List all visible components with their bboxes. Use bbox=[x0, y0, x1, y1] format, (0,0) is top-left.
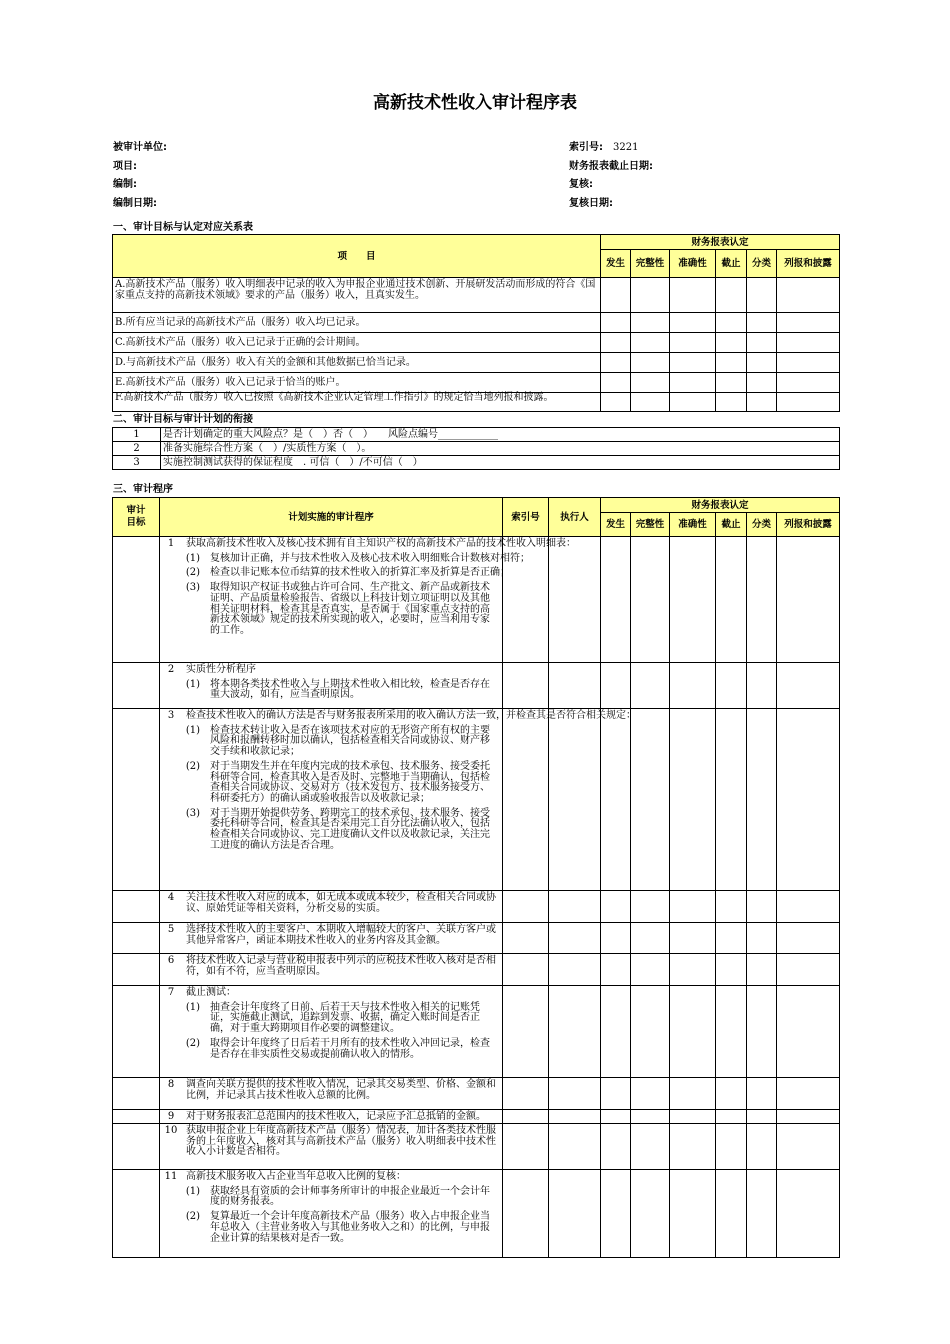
assertion-cell bbox=[601, 891, 631, 923]
assertion-cell bbox=[777, 373, 840, 393]
assertion-cell bbox=[601, 709, 631, 891]
assertion-item: E.高新技术产品（服务）收入已记录于恰当的账户。 bbox=[113, 373, 601, 393]
assertion-cell bbox=[777, 663, 840, 709]
procedure-number: 3 bbox=[167, 710, 175, 721]
assertion-header: 分类 bbox=[747, 250, 777, 278]
procedure-table bbox=[112, 497, 840, 1258]
assertion-cell bbox=[631, 393, 670, 412]
assertion-cell bbox=[631, 353, 670, 373]
sub-step-number: (1) bbox=[185, 1001, 201, 1013]
assertion-cell bbox=[747, 954, 777, 986]
procedure-text: 选择技术性收入的主要客户、本期收入增幅较大的客户、关联方客户或其他异常客户，函证本期技术性收入的业务内容及其金额。 bbox=[186, 924, 496, 946]
procedure-number: 4 bbox=[167, 892, 175, 903]
assertion-cell bbox=[777, 1124, 840, 1170]
goal-cell bbox=[113, 1170, 160, 1258]
assertion-cell bbox=[670, 278, 716, 313]
goal-cell bbox=[113, 923, 160, 954]
assertion-cell bbox=[631, 1124, 670, 1170]
assertion-cell bbox=[716, 333, 747, 353]
assertion-cell bbox=[670, 891, 716, 923]
procedure-header: 计划实施的审计程序 bbox=[160, 498, 503, 537]
assertion-cell bbox=[747, 891, 777, 923]
procedure-text: 调查向关联方提供的技术性收入情况，记录其交易类型、价格、金额和比例，并记录其占技术性收入总额的比例。 bbox=[186, 1079, 496, 1101]
procedure-row bbox=[113, 954, 840, 986]
assertion-cell bbox=[601, 1124, 631, 1170]
goal-cell bbox=[113, 1078, 160, 1110]
procedure-row bbox=[113, 1170, 840, 1258]
procedure-number: 5 bbox=[167, 924, 175, 935]
assertion-row bbox=[113, 373, 840, 393]
assertion-cell bbox=[716, 353, 747, 373]
sub-step-number: (1) bbox=[185, 552, 201, 564]
assertion-cell bbox=[716, 373, 747, 393]
assertion-cell bbox=[747, 1110, 777, 1124]
sub-step-number: (2) bbox=[185, 1211, 201, 1223]
assertion-cell bbox=[670, 663, 716, 709]
procedure-text: 对于财务报表汇总范围内的技术性收入，记录应予汇总抵销的金额。 bbox=[186, 1111, 486, 1122]
assertion-cell bbox=[631, 373, 670, 393]
assertion-cell bbox=[747, 353, 777, 373]
executor-cell bbox=[549, 1124, 601, 1170]
plan-row bbox=[113, 428, 840, 442]
assertion-cell bbox=[777, 923, 840, 954]
procedure-row bbox=[113, 923, 840, 954]
assertion-cell bbox=[631, 313, 670, 333]
assertion-cell bbox=[747, 1170, 777, 1258]
procedure-number: 2 bbox=[167, 664, 175, 675]
assertion-cell bbox=[631, 923, 670, 954]
assertion-header: 列报和披露 bbox=[777, 513, 840, 537]
procedure-row bbox=[113, 1124, 840, 1170]
assertion-cell bbox=[747, 537, 777, 663]
sub-step-text: 检查以非记账本位币结算的技术性收入的折算汇率及折算是否正确； bbox=[210, 567, 510, 579]
assertion-cell bbox=[631, 333, 670, 353]
assertion-header: 完整性 bbox=[631, 250, 670, 278]
assertion-cell bbox=[716, 1078, 747, 1110]
assertion-row bbox=[113, 333, 840, 353]
goal-cell bbox=[113, 537, 160, 663]
assertion-cell bbox=[777, 313, 840, 333]
procedure-number: 1 bbox=[167, 538, 175, 549]
plan-row bbox=[113, 442, 840, 456]
sub-step-number: (3) bbox=[185, 582, 201, 594]
assertion-cell bbox=[747, 663, 777, 709]
procedure-cell bbox=[160, 923, 503, 954]
section1-title: 一、审计目标与认定对应关系表 bbox=[113, 222, 253, 233]
assertion-cell bbox=[716, 1110, 747, 1124]
assertion-cell bbox=[670, 1078, 716, 1110]
assertion-item: D.与高新技术产品（服务）收入有关的金额和其他数据已恰当记录。 bbox=[113, 353, 601, 373]
assertion-cell bbox=[747, 923, 777, 954]
assertion-cell bbox=[716, 537, 747, 663]
sub-step-text: 对于当期开始提供劳务、跨期完工的技术承包、技术服务、接受委托科研等合同，检查其是否采用完工百分比法确认收入，包括检查相关合同或协议、完工进度确认文件以及收款记录，关注完工进度的确认方法是否合理。 bbox=[210, 807, 490, 851]
assertion-cell bbox=[777, 353, 840, 373]
assertion-cell bbox=[601, 986, 631, 1078]
index-cell bbox=[503, 709, 549, 891]
sub-step-text: 获取经具有资质的会计师事务所审计的申报企业最近一个会计年度的财务报表。 bbox=[210, 1185, 490, 1208]
procedure-text: 检查技术性收入的确认方法是否与财务报表所采用的收入确认方法一致，并检查其是否符合相关规定： bbox=[186, 710, 636, 721]
executor-cell bbox=[549, 1170, 601, 1258]
sub-step-number: (3) bbox=[185, 807, 201, 819]
sub-step-number: (2) bbox=[185, 760, 201, 772]
assertion-cell bbox=[747, 986, 777, 1078]
procedure-cell bbox=[160, 1124, 503, 1170]
assertion-cell bbox=[747, 1124, 777, 1170]
assertion-cell bbox=[777, 1078, 840, 1110]
assertion-row bbox=[113, 313, 840, 333]
assertion-cell bbox=[670, 313, 716, 333]
assertion-cell bbox=[670, 353, 716, 373]
assertion-cell bbox=[631, 709, 670, 891]
section2-title: 二、审计目标与审计计划的衔接 bbox=[113, 414, 253, 425]
assertion-cell bbox=[670, 954, 716, 986]
assertion-cell bbox=[601, 663, 631, 709]
assertion-header: 完整性 bbox=[631, 513, 670, 537]
assertion-cell bbox=[601, 353, 631, 373]
procedure-cell bbox=[160, 986, 503, 1078]
assertion-cell bbox=[601, 954, 631, 986]
procedure-row bbox=[113, 986, 840, 1078]
assertion-cell bbox=[777, 986, 840, 1078]
sub-step-number: (2) bbox=[185, 567, 201, 579]
index-cell bbox=[503, 663, 549, 709]
plan-number: 2 bbox=[113, 442, 161, 456]
assertion-cell bbox=[601, 393, 631, 412]
entity-label: 被审计单位: bbox=[113, 142, 167, 153]
procedure-cell bbox=[160, 1170, 503, 1258]
procedure-cell bbox=[160, 891, 503, 923]
assertion-cell bbox=[670, 1170, 716, 1258]
review-date-label: 复核日期: bbox=[569, 198, 613, 209]
sub-step-number: (2) bbox=[185, 1037, 201, 1049]
assertion-cell bbox=[670, 393, 716, 412]
procedure-row bbox=[113, 663, 840, 709]
assertion-cell bbox=[670, 923, 716, 954]
assertion-cell bbox=[747, 313, 777, 333]
assertion-item: A.高新技术产品（服务）收入明细表中记录的收入为申报企业通过技术创新、开展研发活动而形成的符合《国家重点支持的高新技术领域》要求的产品（服务）收入，且真实发生。 bbox=[113, 278, 601, 313]
sub-step-text: 取得知识产权证书或独占许可合同、生产批文、新产品或新技术证明、产品质量检验报告、省级以上科技计划立项证明以及其他相关证明材料，检查其是否真实，是否属于《国家重点支持的高新技术领域》规定的技术所实现的收入，必要时，应当利用专家的工作。 bbox=[210, 582, 490, 636]
period-label: 财务报表截止日期: bbox=[569, 161, 653, 172]
goal-cell bbox=[113, 954, 160, 986]
assertion-cell bbox=[601, 373, 631, 393]
executor-cell bbox=[549, 923, 601, 954]
assertion-cell bbox=[747, 1078, 777, 1110]
assertion-cell bbox=[670, 1124, 716, 1170]
index-cell bbox=[503, 1170, 549, 1258]
sub-step-text: 复核加计正确，并与技术性收入及核心技术收入明细账合计数核对相符； bbox=[210, 552, 530, 564]
assertion-row bbox=[113, 353, 840, 373]
procedure-text: 获取高新技术性收入及核心技术拥有自主知识产权的高新技术产品的技术性收入明细表： bbox=[186, 538, 576, 549]
assertion-cell bbox=[631, 954, 670, 986]
assertion-header: 发生 bbox=[601, 250, 631, 278]
assertion-cell bbox=[631, 891, 670, 923]
goal-header: 审计目标 bbox=[113, 498, 160, 537]
assertion-cell bbox=[631, 537, 670, 663]
goal-cell bbox=[113, 709, 160, 891]
procedure-cell bbox=[160, 954, 503, 986]
sub-step-text: 抽查会计年度终了日前、后若干天与技术性收入相关的记账凭证，实施截止测试，追踪到发票、收据，确定入账时间是否正确，对于重大跨期项目作必要的调整建议。 bbox=[210, 1001, 480, 1035]
plan-text: 是否计划确定的重大风险点？是（ ）否（ ） 风险点编号____________ bbox=[161, 428, 840, 442]
assertion-cell bbox=[670, 709, 716, 891]
index-cell bbox=[503, 891, 549, 923]
page-title: 高新技术性收入审计程序表 bbox=[373, 93, 577, 113]
procedure-text: 关注技术性收入对应的成本，如无成本或成本较少，检查相关合同或协议、原始凭证等相关资料，分析交易的实质。 bbox=[186, 892, 496, 914]
plan-text: 实施控制测试获得的保证程度 . 可信（ ）/不可信（ ） bbox=[161, 456, 840, 470]
goal-cell bbox=[113, 1124, 160, 1170]
assertion-cell bbox=[670, 373, 716, 393]
procedure-row bbox=[113, 709, 840, 891]
assertion-cell bbox=[631, 1078, 670, 1110]
executor-cell bbox=[549, 954, 601, 986]
index-label: 索引号: 3221 bbox=[569, 142, 639, 153]
assertion-cell bbox=[631, 1170, 670, 1258]
assertion-header: 准确性 bbox=[670, 513, 716, 537]
procedure-cell bbox=[160, 537, 576, 663]
index-cell bbox=[503, 954, 549, 986]
executor-cell bbox=[549, 537, 601, 663]
assertion-cell bbox=[777, 537, 840, 663]
assertion-cell bbox=[670, 537, 716, 663]
assertion-cell bbox=[601, 1078, 631, 1110]
assertion-cell bbox=[716, 393, 747, 412]
procedure-text: 获取申报企业上年度高新技术产品（服务）情况表，加计各类技术性服务的上年度收入，核对其与高新技术产品（服务）收入明细表中技术性收入小计数是否相符。 bbox=[186, 1125, 496, 1158]
assertion-row bbox=[113, 278, 840, 313]
sub-step-text: 检查技术转让收入是否在该项技术对应的无形资产所有权的主要风险和报酬转移时加以确认，包括检查相关合同或协议、财产移交手续和收款记录； bbox=[210, 724, 490, 758]
assertion-group-header: 财务报表认定 bbox=[601, 498, 840, 513]
project-label: 项目: bbox=[113, 161, 137, 172]
goal-cell bbox=[113, 986, 160, 1078]
procedure-cell bbox=[160, 663, 503, 709]
assertion-cell bbox=[670, 1110, 716, 1124]
assertion-cell bbox=[777, 333, 840, 353]
assertion-cell bbox=[601, 923, 631, 954]
assertion-cell bbox=[601, 278, 631, 313]
procedure-text: 实质性分析程序 bbox=[186, 664, 256, 675]
procedure-number: 8 bbox=[167, 1079, 175, 1090]
prepared-date-label: 编制日期: bbox=[113, 198, 157, 209]
assertion-cell bbox=[716, 313, 747, 333]
assertion-header: 分类 bbox=[747, 513, 777, 537]
procedure-row bbox=[113, 1110, 840, 1124]
assertion-cell bbox=[601, 537, 631, 663]
assertion-cell bbox=[670, 333, 716, 353]
executor-cell bbox=[549, 709, 601, 891]
sub-step-number: (1) bbox=[185, 678, 201, 690]
procedure-number: 9 bbox=[167, 1111, 175, 1122]
assertion-cell bbox=[777, 709, 840, 891]
goal-cell bbox=[113, 1110, 160, 1124]
sub-step-number: (1) bbox=[185, 724, 201, 736]
assertion-header: 准确性 bbox=[670, 250, 716, 278]
executor-cell bbox=[549, 986, 601, 1078]
goal-cell bbox=[113, 663, 160, 709]
assertion-cell bbox=[631, 986, 670, 1078]
procedure-row bbox=[113, 891, 840, 923]
index-cell bbox=[503, 986, 549, 1078]
assertion-row bbox=[113, 393, 840, 412]
procedure-cell bbox=[160, 1110, 503, 1124]
assertion-cell bbox=[747, 373, 777, 393]
assertion-item: B.所有应当记录的高新技术产品（服务）收入均已记录。 bbox=[113, 313, 601, 333]
assertion-cell bbox=[716, 986, 747, 1078]
procedure-number: 7 bbox=[167, 987, 175, 998]
assertion-cell bbox=[716, 709, 747, 891]
executor-cell bbox=[549, 1110, 601, 1124]
assertion-cell bbox=[716, 663, 747, 709]
executor-cell bbox=[549, 891, 601, 923]
procedure-row bbox=[113, 537, 840, 663]
procedure-number: 11 bbox=[164, 1171, 178, 1182]
index-header: 索引号 bbox=[503, 498, 549, 537]
index-cell bbox=[503, 1078, 549, 1110]
assertion-cell bbox=[747, 709, 777, 891]
assertion-cell bbox=[747, 393, 777, 412]
goal-cell bbox=[113, 891, 160, 923]
review-label: 复核: bbox=[569, 179, 593, 190]
assertion-cell bbox=[716, 923, 747, 954]
assertion-cell bbox=[716, 891, 747, 923]
assertion-cell bbox=[631, 1110, 670, 1124]
assertion-cell bbox=[716, 1124, 747, 1170]
assertion-header: 列报和披露 bbox=[777, 250, 840, 278]
assertion-cell bbox=[777, 954, 840, 986]
sub-step-text: 复算最近一个会计年度高新技术产品（服务）收入占申报企业当年总收入（主营业务收入与其他业务收入之和）的比例，与申报企业计算的结果核对是否一致。 bbox=[210, 1211, 490, 1244]
procedure-text: 将技术性收入记录与营业税申报表中列示的应税技术性收入核对是否相符，如有不符，应当查明原因。 bbox=[186, 955, 496, 977]
procedure-number: 6 bbox=[167, 955, 175, 966]
assertion-cell bbox=[777, 891, 840, 923]
sub-step-text: 将本期各类技术性收入与上期技术性收入相比较，检查是否存在重大波动，如有，应当查明原因。 bbox=[210, 678, 490, 701]
index-value: 3221 bbox=[613, 142, 639, 153]
plan-text: 准备实施综合性方案（ ）/实质性方案（ ）。 bbox=[161, 442, 840, 456]
procedure-text: 高新技术服务收入占企业当年总收入比例的复核： bbox=[186, 1171, 406, 1182]
assertion-cell bbox=[716, 278, 747, 313]
executor-cell bbox=[549, 1078, 601, 1110]
procedure-number: 10 bbox=[164, 1125, 178, 1136]
index-cell bbox=[503, 1110, 549, 1124]
assertion-header: 截止 bbox=[716, 513, 747, 537]
assertion-header: 截止 bbox=[716, 250, 747, 278]
executor-cell bbox=[549, 663, 601, 709]
section3-title: 三、审计程序 bbox=[113, 484, 173, 495]
assertion-header: 发生 bbox=[601, 513, 631, 537]
plan-row bbox=[113, 456, 840, 470]
prepared-label: 编制: bbox=[113, 179, 137, 190]
assertion-cell bbox=[716, 1170, 747, 1258]
procedure-row bbox=[113, 1078, 840, 1110]
sub-step-text: 对于当期发生并在年度内完成的技术承包、技术服务、接受委托科研等合同，检查其收入是否及时、完整地于当期确认，包括检查相关合同或协议、交易对方（技术发包方、技术服务接受方、科研委托方）的确认函或验收报告以及收款记录； bbox=[210, 760, 490, 804]
procedure-text: 截止测试： bbox=[186, 987, 236, 998]
assertion-cell bbox=[777, 1170, 840, 1258]
assertion-item: C.高新技术产品（服务）收入已记录于正确的会计期间。 bbox=[113, 333, 601, 353]
plan-number: 1 bbox=[113, 428, 161, 442]
assertion-cell bbox=[747, 333, 777, 353]
assertion-cell bbox=[747, 278, 777, 313]
assertion-cell bbox=[716, 954, 747, 986]
assertion-item: F.高新技术产品（服务）收入已按照《高新技术企业认定管理工作指引》的规定恰当地列报和披露。 bbox=[113, 393, 601, 412]
sub-step-number: (1) bbox=[185, 1185, 201, 1197]
assertion-cell bbox=[631, 278, 670, 313]
assertion-cell bbox=[601, 1110, 631, 1124]
assertion-cell bbox=[777, 393, 840, 412]
assertion-cell bbox=[601, 333, 631, 353]
item-header: 项 目 bbox=[113, 235, 601, 278]
index-cell bbox=[503, 1124, 549, 1170]
assertion-cell bbox=[601, 1170, 631, 1258]
assertion-cell bbox=[777, 1110, 840, 1124]
assertion-cell bbox=[777, 278, 840, 313]
index-cell bbox=[503, 923, 549, 954]
plan-table bbox=[112, 427, 840, 470]
sub-step-text: 取得会计年度终了日后若干月所有的技术性收入冲回记录，检查是否存在非实质性交易或提前确认收入的情形。 bbox=[210, 1037, 490, 1060]
assertion-cell bbox=[670, 986, 716, 1078]
procedure-cell bbox=[160, 709, 636, 891]
assertion-group-header: 财务报表认定 bbox=[601, 235, 840, 250]
assertion-table bbox=[112, 234, 840, 412]
assertion-cell bbox=[601, 313, 631, 333]
executor-header: 执行人 bbox=[549, 498, 601, 537]
assertion-cell bbox=[631, 663, 670, 709]
procedure-cell bbox=[160, 1078, 503, 1110]
plan-number: 3 bbox=[113, 456, 161, 470]
